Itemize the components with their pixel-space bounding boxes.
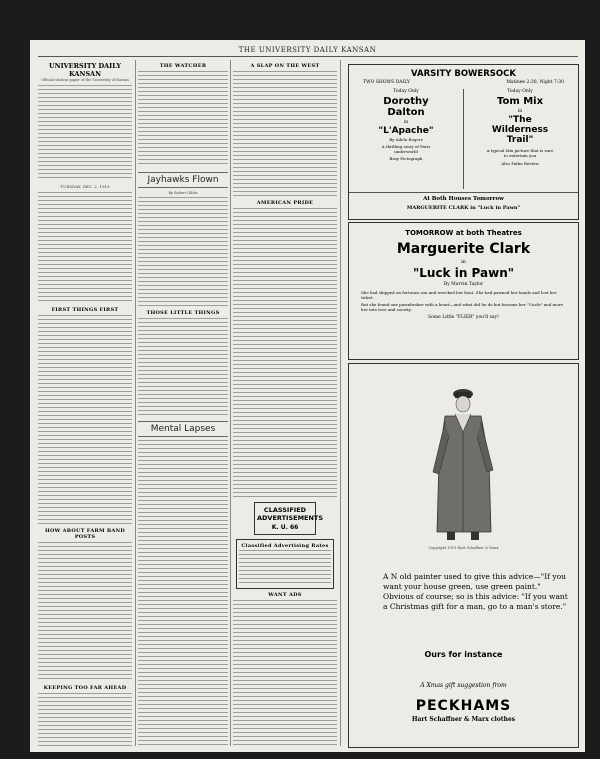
page-header: THE UNIVERSITY DAILY KANSAN bbox=[238, 46, 377, 54]
left-star: Dorothy Dalton bbox=[383, 96, 429, 118]
tomorrow-star: Marguerite Clark bbox=[396, 241, 531, 257]
column-text bbox=[138, 197, 228, 307]
theater-times: Matinee 2:30, Night 7:30 bbox=[506, 80, 564, 85]
peckhams-tagline: A Xmas gift suggestion from bbox=[420, 682, 507, 689]
left-extra: Bray Pictograph bbox=[389, 156, 423, 161]
right-in: in bbox=[517, 109, 523, 114]
column-rule bbox=[340, 60, 341, 746]
tomorrow-desc-2: But she found one pawnbroker with a heart—and what did he do but become her "Uncle" and more her into love and society. bbox=[361, 302, 564, 312]
jayhawks-byline: By Robert Gibbs bbox=[168, 191, 198, 195]
editorial-heading-1: FIRST THINGS FIRST bbox=[51, 307, 119, 313]
header-rule bbox=[38, 56, 578, 57]
slap-on-west-heading: A SLAP ON THE WEST bbox=[250, 63, 320, 69]
jayhawks-flown-heading: Jayhawks Flown bbox=[138, 172, 228, 188]
column-heading-watcher: THE WATCHER bbox=[159, 63, 207, 69]
editorial-heading-2: HOW ABOUT FARM BAND POSTS bbox=[44, 528, 126, 540]
peckhams-ad bbox=[348, 363, 579, 748]
column-rule bbox=[230, 60, 231, 746]
masthead-subtitle: Official student paper of the University of Kansas bbox=[41, 78, 129, 82]
peckhams-brand: Hart Schaffner & Marx clothes bbox=[411, 716, 516, 723]
right-title: "The Wilderness Trail" bbox=[491, 115, 549, 145]
masthead-title: UNIVERSITY DAILY KANSAN bbox=[48, 62, 122, 78]
column-text bbox=[138, 71, 228, 167]
theater-divider bbox=[463, 89, 464, 189]
peckhams-ours: Ours for instance bbox=[424, 650, 503, 659]
right-tagline: A typical Mix picture that is sure to entertain you bbox=[486, 148, 554, 158]
left-today: Today Only bbox=[393, 89, 419, 94]
editorial-text bbox=[38, 693, 132, 746]
theater-name: VARSITY BOWERSOCK bbox=[411, 69, 516, 79]
left-author: By Adela Rogers bbox=[389, 137, 423, 142]
american-pride-heading: AMERICAN PRIDE bbox=[256, 200, 314, 206]
tomorrow-in: in bbox=[461, 259, 466, 265]
right-today: Today Only bbox=[507, 89, 533, 94]
tomorrow-footer: Some Little "FLIER" you'll say! bbox=[428, 315, 499, 320]
theater-footer-1: At Both Houses Tomorrow bbox=[423, 196, 504, 202]
left-title: "L'Apache" bbox=[378, 126, 434, 136]
editorial-heading-3: KEEPING TOO FAR AHEAD bbox=[43, 685, 127, 691]
newspaper-sheet bbox=[30, 40, 585, 752]
classified-phone: K. U. 66 bbox=[271, 524, 299, 531]
want-ads-heading: WANT ADS bbox=[268, 592, 302, 598]
tomorrow-by: By Marvin Taylor bbox=[443, 282, 484, 287]
peckhams-store: PECKHAMS bbox=[415, 698, 512, 714]
right-star: Tom Mix bbox=[496, 96, 544, 107]
column-rule bbox=[135, 60, 136, 746]
tomorrow-ad bbox=[348, 222, 579, 360]
column-text bbox=[138, 318, 228, 416]
editorial-text bbox=[38, 542, 132, 682]
those-little-things-heading: THOSE LITTLE THINGS bbox=[146, 310, 220, 316]
editorial-text bbox=[38, 315, 132, 525]
theater-footer-2: MARGUERITE CLARK in "Luck in Pawn" bbox=[406, 205, 521, 211]
editorial-text bbox=[38, 192, 132, 304]
illustration-copyright: Copyright 1919 Hart Schaffner & Marx bbox=[428, 546, 499, 550]
theater-right-bill bbox=[467, 89, 573, 166]
classified-rates-title: Classified Advertising Rates bbox=[241, 543, 329, 549]
mental-lapses-heading: Mental Lapses bbox=[138, 421, 228, 437]
peckhams-copy: A N old painter used to give this advice—"If you want your house green, use green paint." Obvious of course; so is this advice: "If you want a Christmas gift for a man, go to a man's store." bbox=[383, 572, 568, 611]
left-in: in bbox=[403, 120, 409, 125]
classified-title: CLASSIFIED ADVERTISEMENTS bbox=[257, 506, 324, 522]
masthead-staff-list bbox=[38, 85, 132, 181]
left-tagline: A thrilling story of Paris underworld bbox=[381, 144, 431, 154]
masthead-date: TUESDAY, DEC. 2, 1919 bbox=[60, 184, 110, 189]
tomorrow-desc-1: She had shipped on fortunes son and wrecked her boat. She had pawned her hands and lost her ticket. bbox=[361, 290, 557, 300]
column-1 bbox=[38, 60, 132, 746]
column-2 bbox=[138, 60, 228, 746]
face bbox=[456, 396, 470, 412]
man-in-overcoat-illustration bbox=[419, 382, 509, 544]
tomorrow-title: "Luck in Pawn" bbox=[413, 266, 514, 280]
column-text bbox=[138, 440, 228, 746]
theater-left-bill bbox=[353, 89, 459, 161]
theater-shows: TWO SHOWS DAILY bbox=[363, 80, 410, 85]
tomorrow-line: TOMORROW at both Theatres bbox=[405, 229, 522, 237]
theater-ad bbox=[348, 64, 579, 220]
right-extra: Also Pathe Review bbox=[501, 161, 539, 166]
